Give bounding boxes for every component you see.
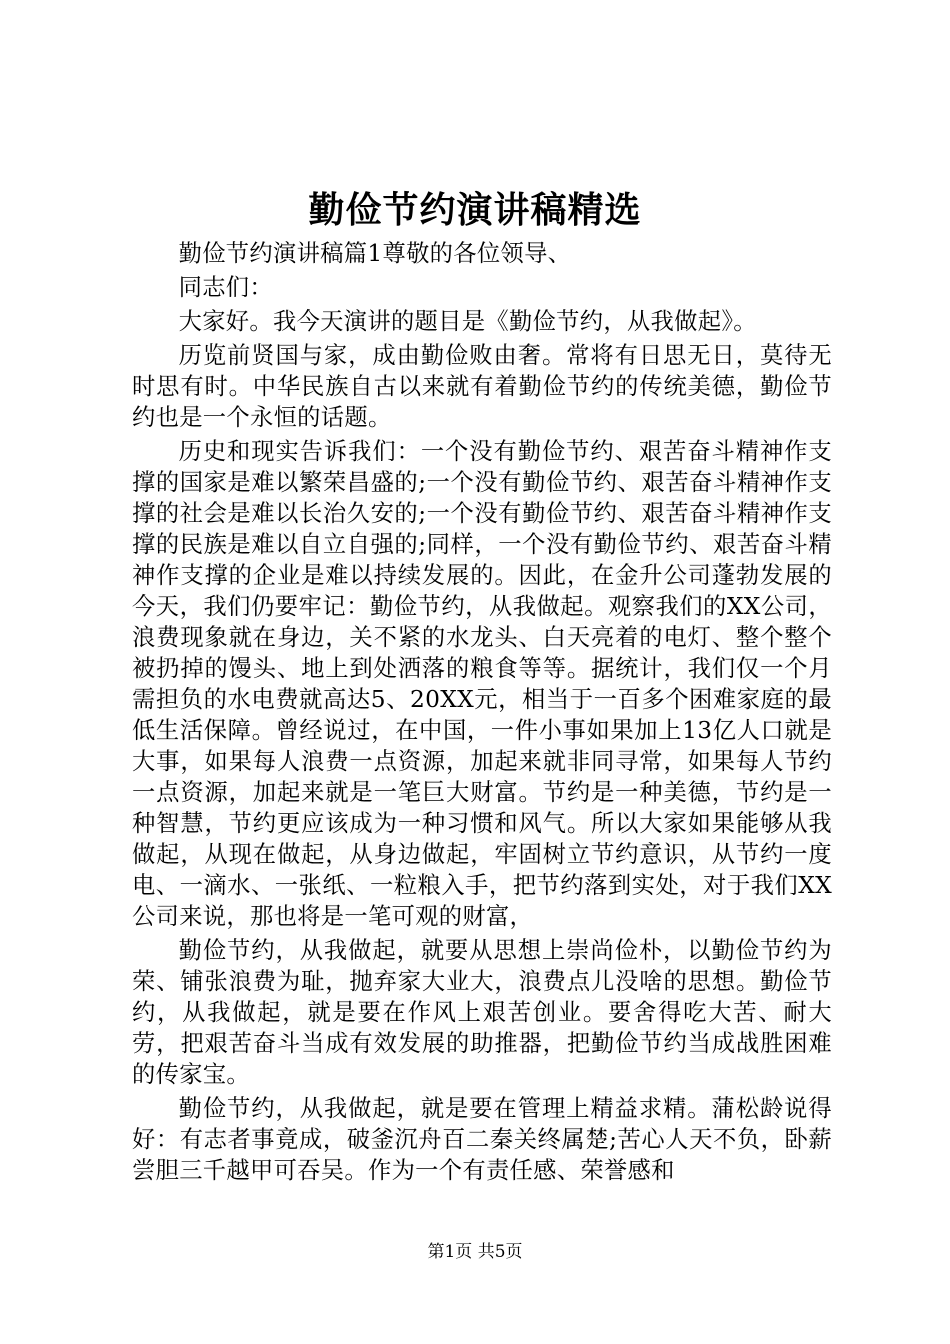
paragraph: 同志们： bbox=[178, 274, 273, 301]
paragraph: 历史和现实告诉我们：一个没有勤俭节约、艰苦奋斗精神作支撑的国家是难以繁荣昌盛的;一个没有勤俭节约、艰苦奋斗精神作支撑的社会是难以长治久安的;一个没有勤俭节约、艰苦奋斗精神作支撑的民族是难以自立自强的;同样，一个没有勤俭节约、艰苦奋斗精神作支撑的企业是难以持续发展的。因此，在金升公司蓬勃发展的今天，我们仍要牢记：勤俭节约，从我做起。观察我们的XX公司，浪费现象就在身边，关不紧的水龙头、白天亮着的电灯、整个整个被扔掉的馒头、地上到处洒落的粮食等等。据统计，我们仅一个月需担负的水电费就高达5、20XX元，相当于一百多个困难家庭的最低生活保障。曾经说过，在中国，一件小事如果加上13亿人口就是大事，如果每人浪费一点资源，加起来就非同寻常，如果每人节约一点资源，加起来就是一笔巨大财富。节约是一种美德，节约是一种智慧，节约更应该成为一种习惯和风气。所以大家如果能够从我做起，从现在做起，从身边做起，牢固树立节约意识，从节约一度电、一滴水、一张纸、一粒粮入手，把节约落到实处，对于我们XX公司来说，那也将是一笔可观的财富， bbox=[132, 438, 832, 930]
document-body bbox=[132, 238, 832, 1189]
paragraph: 勤俭节约演讲稿篇1尊敬的各位领导、 bbox=[178, 240, 572, 267]
document-title: 勤俭节约演讲稿精选 bbox=[308, 189, 642, 231]
paragraph: 历览前贤国与家，成由勤俭败由奢。常将有日思无日，莫待无时思有时。中华民族自古以来就有着勤俭节约的传统美德，勤俭节约也是一个永恒的话题。 bbox=[132, 342, 832, 431]
paragraph: 勤俭节约，从我做起，就要从思想上崇尚俭朴，以勤俭节约为荣、铺张浪费为耻，抛弃家大业大，浪费点儿没啥的思想。勤俭节约，从我做起，就是要在作风上艰苦创业。要舍得吃大苦、耐大劳，把艰苦奋斗当成有效发展的助推器，把勤俭节约当成战胜困难的传家宝。 bbox=[132, 937, 832, 1088]
paragraph: 勤俭节约，从我做起，就是要在管理上精益求精。蒲松龄说得好：有志者事竟成，破釜沉舟百二秦关终属楚;苦心人天不负，卧薪尝胆三千越甲可吞吴。作为一个有责任感、荣誉感和 bbox=[132, 1095, 832, 1184]
paragraph: 大家好。我今天演讲的题目是《勤俭节约，从我做起》。 bbox=[178, 308, 757, 335]
page-footer: 第1页 共5页 bbox=[427, 1242, 523, 1262]
